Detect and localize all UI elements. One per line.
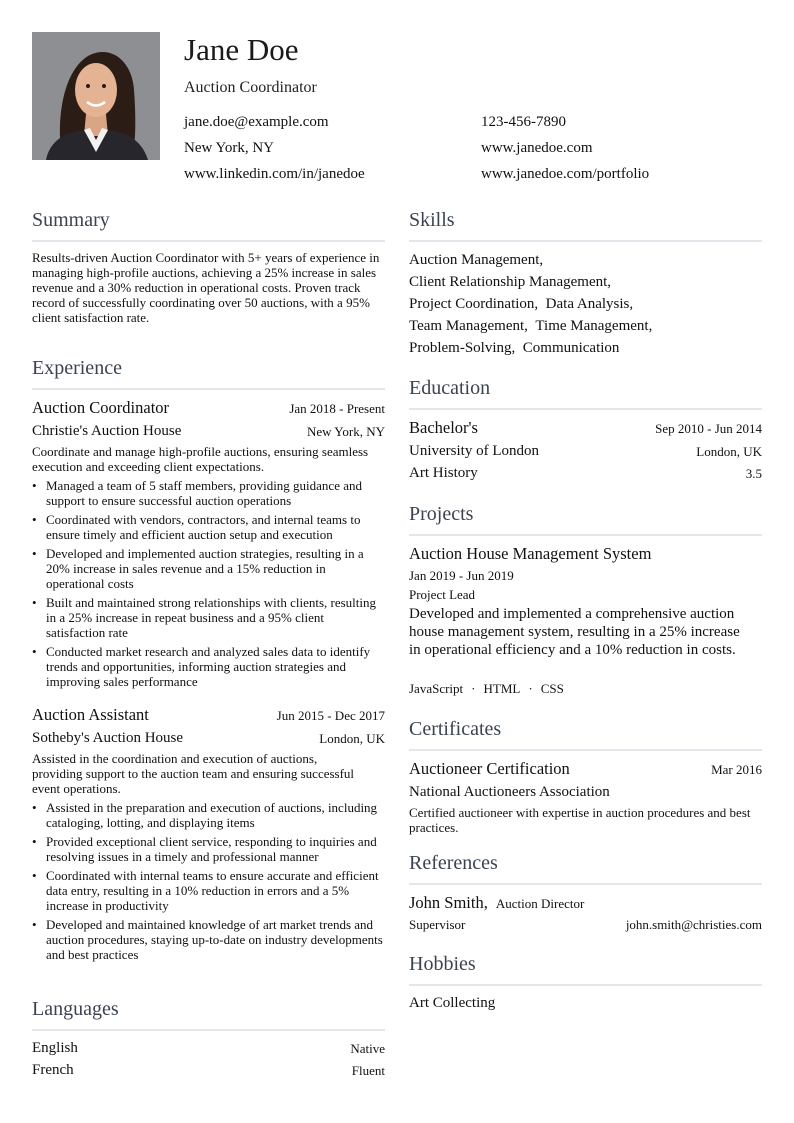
education-score: 3.5: [745, 466, 762, 481]
experience-divider: [32, 388, 385, 390]
language-level: Native: [350, 1041, 385, 1056]
skills-line: [409, 315, 749, 337]
summary-heading: Summary: [32, 209, 110, 231]
certificate-issuer: National Auctioneers Association: [409, 784, 610, 800]
job-summary: Coordinate and manage high-profile auctions, ensuring seamless execution and exceeding client expectations.: [32, 444, 369, 474]
job-bullet: • Coordinated with vendors, contractors, and internal teams to ensure timely and efficient auction setup and execution: [32, 512, 384, 542]
tech-separator: ·: [471, 681, 476, 696]
hobbies-heading: Hobbies: [409, 953, 476, 975]
education-location: London, UK: [696, 444, 762, 459]
skill-item: Client Relationship Management,: [409, 274, 612, 290]
project-tech-item: JavaScript: [409, 681, 464, 696]
certificate-name: Auctioneer Certification: [409, 759, 570, 778]
job-location: New York, NY: [306, 424, 385, 439]
job-bullet: • Coordinated with internal teams to ensure accurate and efficient data entry, resulting in a 10% reduction in errors and a 5% increase in productivity: [32, 868, 384, 913]
references-heading: References: [409, 852, 498, 874]
job-summary: Assisted in the coordination and execution of auctions, providing support to the auction team and ensuring successful event operations.: [32, 751, 355, 796]
job-location: London, UK: [319, 731, 385, 746]
job-bullet: • Managed a team of 5 staff members, providing guidance and support to ensure successful auction operations: [32, 478, 384, 508]
project-dates: Jan 2019 - Jun 2019: [409, 568, 514, 583]
summary-text: Results-driven Auction Coordinator with 5+ years of experience in managing high-profile auctions, achieving a 25% increase in sales revenue and a 30% reduction in operational costs. Proven track record of successfully coordinating over 50 auctions, with a 95% client satisfaction rate.: [32, 250, 380, 325]
portfolio-link[interactable]: www.janedoe.com/portfolio: [481, 166, 650, 182]
summary-divider: [32, 240, 385, 242]
skill-item: Team Management,: [409, 318, 528, 334]
skills-line: [409, 271, 749, 293]
profile-photo: [32, 32, 160, 160]
job-dates: Jan 2018 - Present: [289, 401, 385, 416]
reference-email[interactable]: john.smith@christies.com: [625, 917, 762, 932]
skill-item: Problem-Solving,: [409, 340, 516, 356]
job-bullet: • Conducted market research and analyzed sales data to identify trends and opportunities, informing auction strategies and improving sales performance: [32, 644, 384, 689]
job-company: Sotheby's Auction House: [32, 730, 184, 746]
references-divider: [409, 883, 762, 885]
education-degree: Bachelor's: [409, 418, 478, 437]
linkedin-link[interactable]: www.linkedin.com/in/janedoe: [184, 166, 365, 182]
skill-item: Communication: [522, 340, 620, 356]
skills-line: [409, 293, 749, 315]
education-field: Art History: [409, 465, 478, 481]
job-bullet: • Assisted in the preparation and execution of auctions, including cataloging, lotting, and displaying items: [32, 800, 384, 830]
skills-line: [409, 249, 749, 271]
phone-number[interactable]: 123-456-7890: [481, 114, 566, 130]
reference-relationship: Supervisor: [409, 917, 466, 932]
education-heading: Education: [409, 377, 491, 399]
job-dates: Jun 2015 - Dec 2017: [276, 708, 385, 723]
skills-divider: [409, 240, 762, 242]
skill-item: Project Coordination,: [409, 296, 539, 312]
skills-heading: Skills: [409, 209, 455, 231]
job-bullets: [32, 800, 384, 966]
project-name: Auction House Management System: [409, 544, 652, 563]
project-tech-item: CSS: [540, 681, 564, 696]
hobby-item: Art Collecting: [409, 995, 496, 1011]
language-name: English: [32, 1040, 78, 1056]
certificates-heading: Certificates: [409, 718, 502, 740]
certificate-date: Mar 2016: [711, 762, 762, 777]
job-company: Christie's Auction House: [32, 423, 182, 439]
projects-divider: [409, 534, 762, 536]
candidate-headline: Auction Coordinator: [184, 79, 317, 96]
job-bullet: • Provided exceptional client service, responding to inquiries and resolving issues in a timely and professional manner: [32, 834, 384, 864]
certificate-description: Certified auctioneer with expertise in auction procedures and best practices.: [409, 805, 751, 835]
tech-separator: ·: [528, 681, 533, 696]
languages-heading: Languages: [32, 998, 119, 1020]
experience-heading: Experience: [32, 357, 122, 379]
skill-item: Auction Management,: [409, 252, 544, 268]
location: New York, NY: [184, 140, 275, 156]
education-dates: Sep 2010 - Jun 2014: [655, 421, 762, 436]
reference-name: John Smith,: [409, 893, 488, 912]
hobbies-divider: [409, 984, 762, 986]
certificates-divider: [409, 749, 762, 751]
job-bullet: • Developed and implemented auction strategies, resulting in a 20% increase in sales revenue and a 15% reduction in operational costs: [32, 546, 384, 591]
skills-list: [409, 249, 749, 359]
project-description: Developed and implemented a comprehensive auction house management system, resulting in a 25% increase in operational efficiency and a 10% reduction in costs.: [409, 606, 740, 658]
skill-item: Data Analysis,: [545, 296, 634, 312]
project-tech-item: HTML: [483, 681, 521, 696]
job-position: Auction Coordinator: [32, 398, 170, 417]
job-bullet: • Developed and maintained knowledge of art market trends and auction procedures, staying up-to-date on industry developments and best practices: [32, 917, 384, 962]
job-bullets: [32, 478, 384, 693]
job-position: Auction Assistant: [32, 705, 149, 724]
website-link[interactable]: www.janedoe.com: [481, 140, 593, 156]
email-link[interactable]: jane.doe@example.com: [184, 114, 329, 130]
project-role: Project Lead: [409, 587, 476, 602]
projects-heading: Projects: [409, 503, 474, 525]
reference-position: Auction Director: [495, 896, 585, 911]
candidate-name: Jane Doe: [184, 32, 299, 67]
reference-name-line: [409, 893, 584, 913]
profile-photo-image: [32, 32, 160, 160]
languages-divider: [32, 1029, 385, 1031]
education-divider: [409, 408, 762, 410]
project-tech-list: [409, 681, 564, 697]
job-bullet: • Built and maintained strong relationships with clients, resulting in a 25% increase in repeat business and a 95% client satisfaction rate: [32, 595, 384, 640]
skill-item: Time Management,: [535, 318, 653, 334]
skills-line: [409, 337, 749, 359]
language-name: French: [32, 1062, 74, 1078]
education-institution: University of London: [409, 443, 539, 459]
language-level: Fluent: [351, 1063, 385, 1078]
